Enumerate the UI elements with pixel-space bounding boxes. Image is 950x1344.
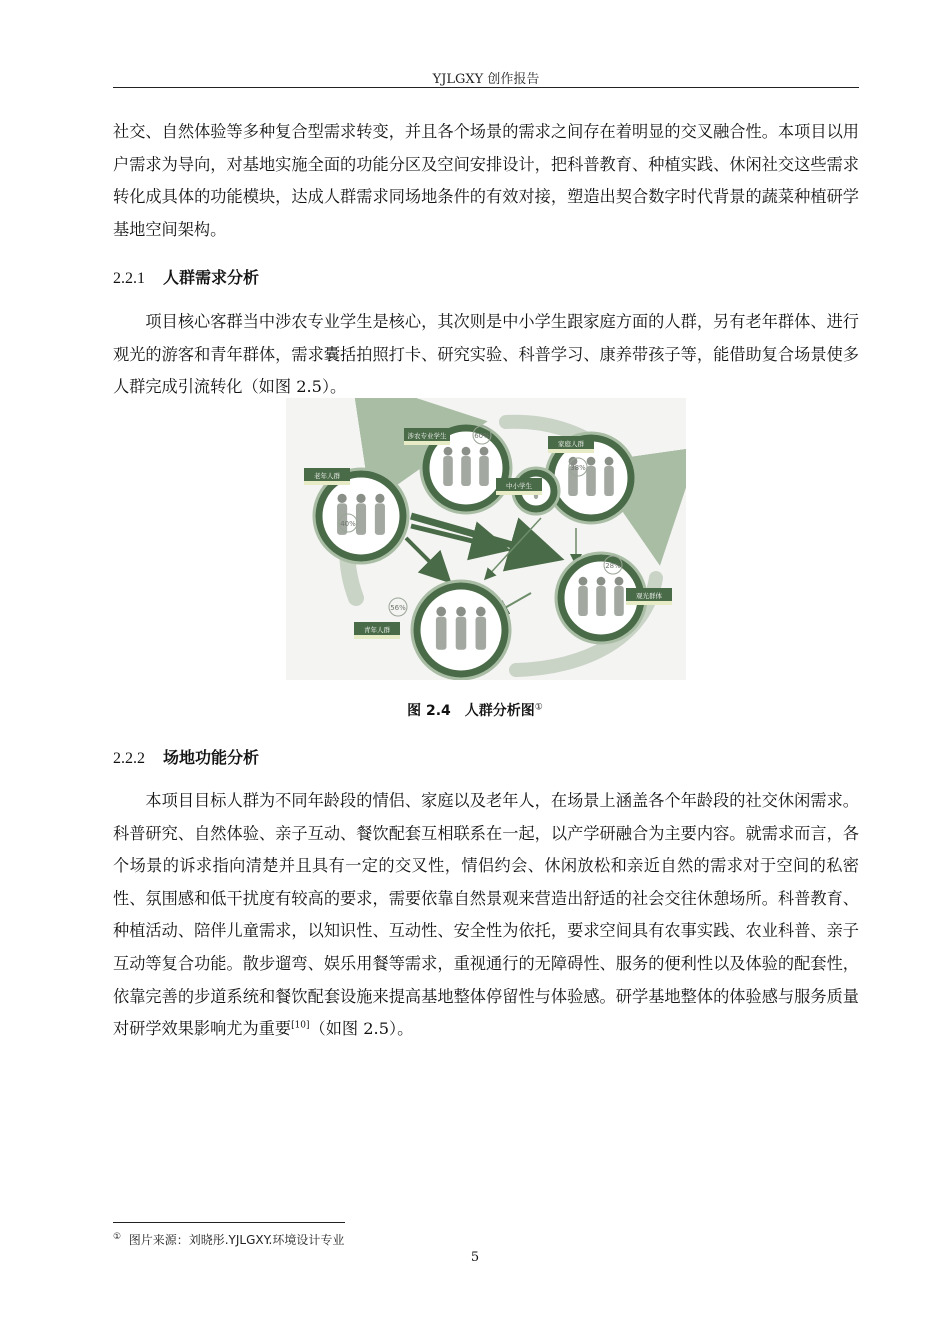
group-label-tag [304, 468, 350, 485]
footnote-rule [113, 1222, 345, 1223]
section-title: 人群需求分析 [163, 268, 260, 287]
group-label-tag [496, 478, 542, 495]
footnote-mark: ① [113, 1232, 122, 1242]
header-rule [113, 87, 859, 88]
crowd-analysis-figure [286, 398, 686, 680]
group-label: 青年人群 [364, 626, 390, 634]
group-percent: 40% [340, 520, 356, 528]
page-number: 5 [470, 1250, 480, 1265]
people-illustration [578, 577, 624, 616]
group-label-tag [626, 588, 672, 605]
section-title: 场地功能分析 [163, 748, 260, 767]
people-illustration [436, 607, 486, 650]
section-number: 2.2.1 [113, 270, 145, 287]
section-number: 2.2.2 [113, 750, 145, 767]
section-heading-2-2-2 [113, 745, 259, 768]
crowd-group-node [404, 423, 511, 513]
group-percent: 56% [390, 604, 406, 612]
crowd-group-node [304, 468, 408, 563]
people-illustration [443, 447, 489, 486]
connection-arrow [411, 516, 551, 556]
site-function-paragraph: 本项目目标人群为不同年龄段的情侣、家庭以及老年人，在场景上涵盖各个年龄段的社交休闲需求。科普研究、自然体验、亲子互动、餐饮配套互相联系在一起，以产学研融合为主要内容。就需求而言，各个场景的诉求指向清楚并且具有一定的交叉性，情侣约会、休闲放松和亲近自然的需求对于空间的私密性、氛围感和低干扰度有较高的要求，需要依靠自然景观来营造出舒适的社会交往休憩场所。科普教育、种植活动、陪伴儿童需求，以知识性、互动性、安全性为依托，要求空间具有农事实践、农业科普、亲子互动等复合功能。散步遛弯、娱乐用餐等需求，重视通行的无障碍性、服务的便利性以及体验的配套性，依靠完善的步道系统和餐饮配套设施来提高基地整体停留性与体验感。研学基地整体的体验感与服务质量对研学效果影响尤为重要[10]（如图 2.5）。 [113, 791, 859, 1039]
crowd-group-node [546, 433, 636, 523]
people-illustration [568, 457, 614, 496]
group-label: 家庭人群 [558, 440, 584, 448]
group-percent: 38% [570, 464, 586, 472]
group-label-tag [404, 428, 450, 445]
footnote: ① 图片来源：刘晓彤.YJLGXY.环境设计专业 [113, 1232, 345, 1247]
group-percent: 60% [474, 432, 490, 440]
group-label: 老年人群 [314, 472, 340, 480]
crowd-analysis-paragraph: 项目核心客群当中涉农专业学生是核心，其次则是中小学生跟家庭方面的人群，另有老年群体、进行观光的游客和青年群体，需求囊括拍照打卡、研究实验、科普学习、康养带孩子等，能借助复合场景使多人群完成引流转化（如图 2.5）。 [113, 312, 859, 397]
group-label-tag [354, 622, 400, 639]
group-label: 中小学生 [506, 482, 532, 490]
group-label: 观光群体 [636, 592, 662, 600]
connection-arrow [406, 538, 446, 578]
group-label: 涉农专业学生 [407, 432, 447, 440]
intro-paragraph: 社交、自然体验等多种复合型需求转变，并且各个场景的需求之间存在着明显的交叉融合性。本项目以用户需求为导向，对基地实施全面的功能分区及空间安排设计，把科普教育、种植实践、休闲社交这些需求转化成具体的功能模块，达成人群需求同场地条件的有效对接，塑造出契合数字时代背景的蔬菜种植研学基地空间架构。 [113, 122, 859, 239]
crowd-group-node [354, 581, 510, 679]
group-percent: 28% [605, 562, 621, 570]
figure-caption: 图 2.4 人群分析图① [407, 702, 543, 719]
running-header: YJLGXY 创作报告 [432, 72, 540, 87]
section-heading-2-2-1 [113, 265, 259, 288]
citation-ref: [10] [291, 1020, 310, 1031]
crowd-group-node [556, 553, 672, 643]
crowd-analysis-diagram [286, 398, 686, 680]
caption-footnote-mark: ① [534, 702, 543, 713]
group-label-tag [548, 436, 594, 453]
